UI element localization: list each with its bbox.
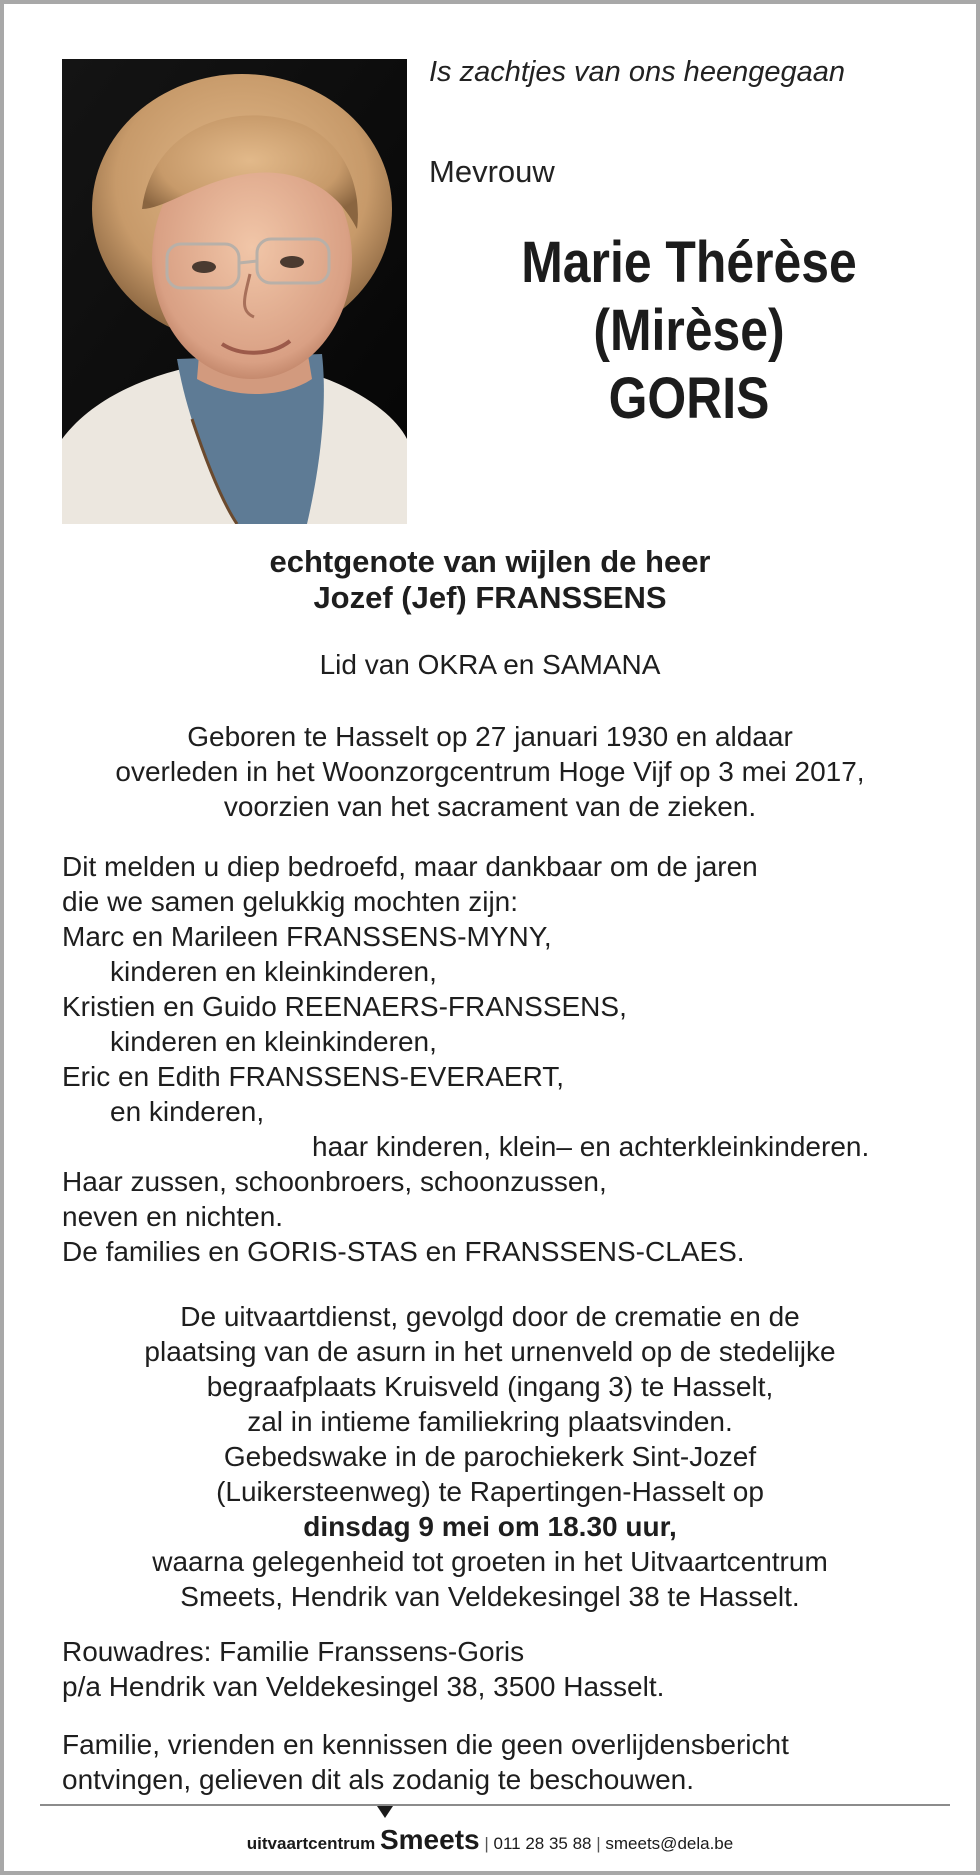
service-line-1: De uitvaartdienst, gevolgd door de crematie en de	[180, 1301, 800, 1332]
family-member-2: Kristien en Guido REENAERS-FRANSSENS,	[62, 991, 627, 1022]
family-intro-2: die we samen gelukkig mochten zijn:	[62, 886, 519, 917]
service-line-5: Gebedswake in de parochiekerk Sint-Jozef	[223, 1441, 757, 1472]
service-line-6: (Luikersteenweg) te Rapertingen-Hasselt op	[216, 1476, 764, 1507]
membership-text: Lid van OKRA en SAMANA	[319, 649, 661, 680]
family-all-grandchildren: haar kinderen, klein– en achterkleinkinderen.	[312, 1131, 870, 1162]
service-line-8: waarna gelegenheid tot groeten in het Uitvaartcentrum	[152, 1546, 828, 1577]
family-member-1-sub: kinderen en kleinkinderen,	[110, 956, 437, 987]
deceased-name	[487, 229, 891, 433]
service-line-4: zal in intieme familiekring plaatsvinden.	[247, 1406, 733, 1437]
birth-death-block	[4, 719, 976, 824]
service-line-3: begraafplaats Kruisveld (ingang 3) te Hasselt,	[206, 1371, 774, 1402]
service-line-2: plaatsing van de asurn in het urnenveld op de stedelijke	[144, 1336, 836, 1367]
footer-email[interactable]: smeets@dela.be	[605, 1834, 734, 1853]
portrait-photo	[62, 59, 407, 524]
family-block	[62, 849, 962, 1269]
footer-brand-small: uitvaartcentrum	[246, 1834, 376, 1853]
family-intro-1: Dit melden u diep bedroefd, maar dankbaar om de jaren	[62, 851, 758, 882]
address-line-1: Rouwadres: Familie Franssens-Goris	[62, 1636, 525, 1667]
service-date: dinsdag 9 mei om 18.30 uur,	[303, 1511, 677, 1542]
footer-brand-big: Smeets	[379, 1824, 480, 1855]
footer-phone: 011 28 35 88	[493, 1834, 592, 1853]
family-member-3-sub: en kinderen,	[110, 1096, 265, 1127]
birth-line-3: voorzien van het sacrament van de zieken.	[223, 791, 757, 822]
salutation: Mevrouw	[429, 154, 555, 189]
address-line-2: p/a Hendrik van Veldekesingel 38, 3500 Hasselt.	[62, 1671, 665, 1702]
spouse-line-1: echtgenote van wijlen de heer	[269, 544, 711, 579]
birth-line-1: Geboren te Hasselt op 27 januari 1930 en aldaar	[187, 721, 793, 752]
name-line-nickname: (Mirèse)	[593, 298, 785, 363]
name-line-first: Marie Thérèse	[521, 230, 857, 295]
notice-line-1: Familie, vrienden en kennissen die geen overlijdensbericht	[62, 1729, 789, 1760]
family-siblings-1: Haar zussen, schoonbroers, schoonzussen,	[62, 1166, 607, 1197]
service-line-9: Smeets, Hendrik van Veldekesingel 38 te Hasselt.	[180, 1581, 800, 1612]
spouse-block	[4, 544, 976, 616]
footer-separator: |	[484, 1834, 489, 1853]
mourning-address	[62, 1634, 664, 1704]
footer	[4, 1824, 976, 1856]
intro-text: Is zachtjes van ons heengegaan	[429, 56, 845, 88]
notice-block	[62, 1727, 789, 1797]
family-siblings-2: neven en nichten.	[62, 1201, 284, 1232]
family-families: De families en GORIS-STAS en FRANSSENS-CLAES.	[62, 1236, 745, 1267]
footer-separator: |	[596, 1834, 601, 1853]
notice-line-2: ontvingen, gelieven dit als zodanig te beschouwen.	[62, 1764, 694, 1795]
birth-line-2: overleden in het Woonzorgcentrum Hoge Vijf op 3 mei 2017,	[115, 756, 865, 787]
footer-divider	[40, 1804, 950, 1806]
family-member-3: Eric en Edith FRANSSENS-EVERAERT,	[62, 1061, 565, 1092]
service-block	[4, 1299, 976, 1614]
name-line-surname: GORIS	[608, 366, 770, 431]
family-member-1: Marc en Marileen FRANSSENS-MYNY,	[62, 921, 552, 952]
spouse-line-2: Jozef (Jef) FRANSSENS	[313, 580, 667, 615]
family-member-2-sub: kinderen en kleinkinderen,	[110, 1026, 437, 1057]
triangle-marker-icon	[377, 1806, 393, 1818]
